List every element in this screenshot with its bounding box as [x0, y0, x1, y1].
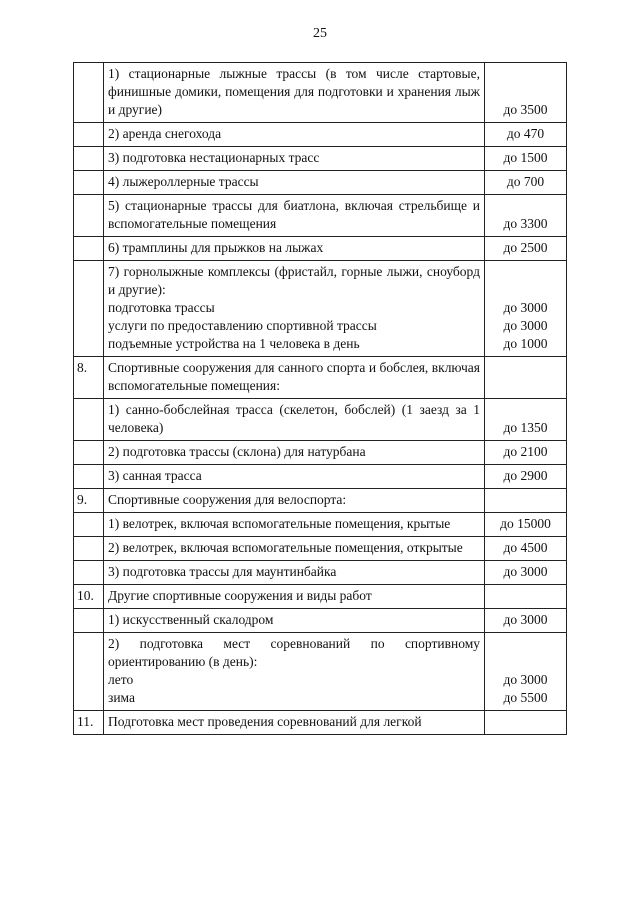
row-number — [74, 537, 104, 561]
row-number — [74, 171, 104, 195]
row-description: Другие спортивные сооружения и виды работ — [104, 585, 485, 609]
row-number — [74, 441, 104, 465]
row-number — [74, 609, 104, 633]
row-value — [485, 585, 567, 609]
row-description: Спортивные сооружения для велоспорта: — [104, 489, 485, 513]
table-row — [74, 537, 567, 561]
row-heading: 7) горнолыжные комплексы (фристайл, горные лыжи, сноуборд и другие): — [108, 264, 480, 297]
row-description: 2) велотрек, включая вспомогательные помещения, открытые — [104, 537, 485, 561]
row-number: 8. — [74, 357, 104, 399]
row-value: до 4500 — [485, 537, 567, 561]
row-value: до 1500 — [485, 147, 567, 171]
row-description: 1) искусственный скалодром — [104, 609, 485, 633]
table-row — [74, 63, 567, 123]
table-row — [74, 633, 567, 711]
row-value — [485, 711, 567, 735]
row-number — [74, 63, 104, 123]
row-value: до 3300 — [485, 195, 567, 237]
row-description: 5) стационарные трассы для биатлона, включая стрельбище и вспомогательные помещения — [104, 195, 485, 237]
table-row — [74, 441, 567, 465]
row-number — [74, 399, 104, 441]
row-number — [74, 195, 104, 237]
table-row — [74, 399, 567, 441]
row-number: 10. — [74, 585, 104, 609]
tariff-table — [73, 62, 567, 735]
row-description: 4) лыжероллерные трассы — [104, 171, 485, 195]
table-row — [74, 147, 567, 171]
table-row — [74, 585, 567, 609]
row-value: до 15000 — [485, 513, 567, 537]
sub-value: до 3000 — [503, 300, 548, 315]
row-value: до 700 — [485, 171, 567, 195]
table-row — [74, 237, 567, 261]
row-value: до 1350 — [485, 399, 567, 441]
row-description: 1) стационарные лыжные трассы (в том числе стартовые, финишные домики, помещения для подготовки и хранения лыж и другие) — [104, 63, 485, 123]
sub-item: лето — [108, 672, 134, 687]
row-value: до 3000 — [485, 609, 567, 633]
row-description: 6) трамплины для прыжков на лыжах — [104, 237, 485, 261]
sub-item: подготовка трассы — [108, 300, 215, 315]
row-description: Спортивные сооружения для санного спорта и бобслея, включая вспомогательные помещения: — [104, 357, 485, 399]
table-row — [74, 561, 567, 585]
sub-item: услуги по предоставлению спортивной трассы — [108, 318, 377, 333]
table-row — [74, 465, 567, 489]
sub-value: до 5500 — [503, 690, 548, 705]
row-value: до 2900 — [485, 465, 567, 489]
row-value — [485, 357, 567, 399]
row-description: 1) велотрек, включая вспомогательные помещения, крытые — [104, 513, 485, 537]
table-row — [74, 609, 567, 633]
row-number — [74, 123, 104, 147]
row-description: 2) подготовка трассы (склона) для натурбана — [104, 441, 485, 465]
row-description — [104, 633, 485, 711]
sub-item: подъемные устройства на 1 человека в день — [108, 336, 360, 351]
row-description — [104, 261, 485, 357]
table-row — [74, 513, 567, 537]
row-description: 1) санно-бобслейная трасса (скелетон, бобслей) (1 заезд за 1 человека) — [104, 399, 485, 441]
sub-value: до 1000 — [503, 336, 548, 351]
row-value — [485, 489, 567, 513]
row-description: 3) подготовка нестационарных трасс — [104, 147, 485, 171]
table-row — [74, 711, 567, 735]
table-row — [74, 123, 567, 147]
row-value: до 2100 — [485, 441, 567, 465]
sub-value: до 3000 — [503, 318, 548, 333]
row-description: 3) подготовка трассы для маунтинбайка — [104, 561, 485, 585]
sub-item: зима — [108, 690, 135, 705]
row-description: Подготовка мест проведения соревнований для легкой — [104, 711, 485, 735]
row-number — [74, 561, 104, 585]
row-number — [74, 261, 104, 357]
row-description: 2) аренда снегохода — [104, 123, 485, 147]
table-row — [74, 357, 567, 399]
row-value: до 470 — [485, 123, 567, 147]
row-number: 11. — [74, 711, 104, 735]
row-number — [74, 237, 104, 261]
row-number: 9. — [74, 489, 104, 513]
row-value: до 3000 — [485, 561, 567, 585]
row-number — [74, 147, 104, 171]
row-value — [485, 633, 567, 711]
row-description: 3) санная трасса — [104, 465, 485, 489]
row-heading: 2) подготовка мест соревнований по спортивному ориентированию (в день): — [108, 636, 480, 669]
page-number: 25 — [313, 26, 327, 41]
row-value: до 3500 — [485, 63, 567, 123]
row-value — [485, 261, 567, 357]
sub-value: до 3000 — [503, 672, 548, 687]
table-row — [74, 171, 567, 195]
row-number — [74, 465, 104, 489]
row-number — [74, 513, 104, 537]
row-value: до 2500 — [485, 237, 567, 261]
table-row — [74, 261, 567, 357]
table-row — [74, 489, 567, 513]
row-number — [74, 633, 104, 711]
table-row — [74, 195, 567, 237]
